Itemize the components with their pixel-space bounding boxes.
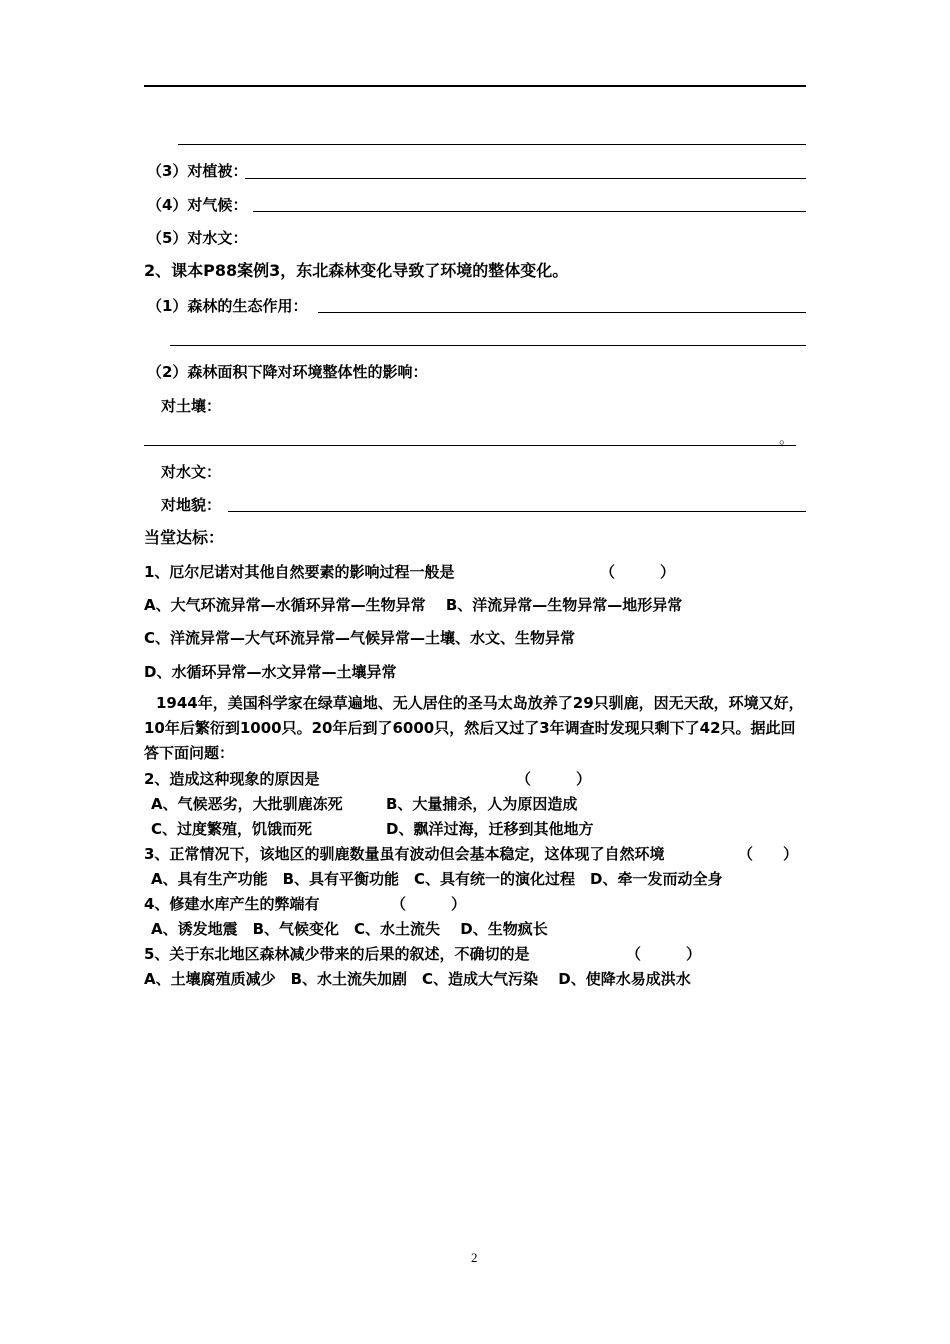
q4-options[interactable]: A、诱发地震 B、气候变化 C、水土流失 D、生物疯长 xyxy=(151,920,548,938)
landform-answer-line[interactable] xyxy=(228,511,806,512)
q4-stem: 4、修建水库产生的弊端有 xyxy=(144,895,320,913)
vegetation-label: （3）对植被： xyxy=(147,162,248,180)
q1-option-c[interactable]: C、洋流异常—大气环流异常—气候异常—土壤、水文、生物异常 xyxy=(144,629,576,647)
q3-options[interactable]: A、具有生产功能 B、具有平衡功能 C、具有统一的演化过程 D、牵一发而动全身 xyxy=(151,870,723,888)
q2-option-b[interactable]: B、大量捕杀，人为原因造成 xyxy=(386,795,578,813)
q2-answer-paren[interactable]: （ ） xyxy=(516,770,592,788)
q1-answer-paren[interactable]: （ ） xyxy=(600,563,676,581)
ecological-role-label: （1）森林的生态作用： xyxy=(147,297,308,315)
q1-option-ab[interactable]: A、大气环流异常—水循环异常—生物异常 B、洋流异常—生物异常—地形异常 xyxy=(144,596,683,614)
vegetation-answer-line[interactable] xyxy=(245,178,806,179)
reindeer-passage: 1944年，美国科学家在绿草遍地、无人居住的圣马太岛放养了29只驯鹿，因无天敌，环境又好，10年后繁衍到1000只。20年后到了6000只，然后又过了3年调查时发现只剩下了42只。据此回答下面问题： xyxy=(144,694,804,762)
hydrology-label: （5）对水文： xyxy=(147,229,248,247)
soil-label: 对土壤： xyxy=(161,397,222,415)
climate-label: （4）对气候： xyxy=(147,196,248,214)
soil-answer-line[interactable] xyxy=(144,445,796,446)
soil-end-mark: 。 xyxy=(779,429,795,447)
page-number: 2 xyxy=(471,1250,478,1265)
impact-heading: （2）森林面积下降对环境整体性的影响： xyxy=(147,363,428,381)
landform-label: 对地貌： xyxy=(161,496,222,514)
practice-title: 当堂达标： xyxy=(144,528,225,547)
q4-answer-paren[interactable]: （ ） xyxy=(391,895,467,913)
answer-line xyxy=(178,144,806,145)
q2-option-d[interactable]: D、飘洋过海，迁移到其他地方 xyxy=(386,820,594,838)
q3-stem: 3、正常情况下，该地区的驯鹿数量虽有波动但会基本稳定，这体现了自然环境 xyxy=(144,845,665,863)
case3-heading: 2、课本P88案例3，东北森林变化导致了环境的整体变化。 xyxy=(144,261,569,280)
q2-stem: 2、造成这种现象的原因是 xyxy=(144,770,320,788)
q2-option-a[interactable]: A、气候恶劣，大批驯鹿冻死 xyxy=(151,795,343,813)
ecological-role-answer-line-2[interactable] xyxy=(170,345,806,346)
q5-stem: 5、关于东北地区森林减少带来的后果的叙述，不确切的是 xyxy=(144,945,530,963)
ecological-role-answer-line[interactable] xyxy=(318,312,806,313)
q3-answer-paren[interactable]: （ ） xyxy=(738,845,799,863)
q5-answer-paren[interactable]: （ ） xyxy=(626,945,702,963)
q5-options[interactable]: A、土壤腐殖质减少 B、水土流失加剧 C、造成大气污染 D、使降水易成洪水 xyxy=(144,970,691,988)
q2-option-c[interactable]: C、过度繁殖，饥饿而死 xyxy=(151,820,313,838)
water-label: 对水文： xyxy=(161,463,222,481)
q1-stem: 1、厄尔尼诺对其他自然要素的影响过程一般是 xyxy=(144,563,455,581)
q1-option-d[interactable]: D、水循环异常—水文异常—土壤异常 xyxy=(144,663,397,681)
climate-answer-line[interactable] xyxy=(253,211,806,212)
answer-line xyxy=(144,85,806,87)
